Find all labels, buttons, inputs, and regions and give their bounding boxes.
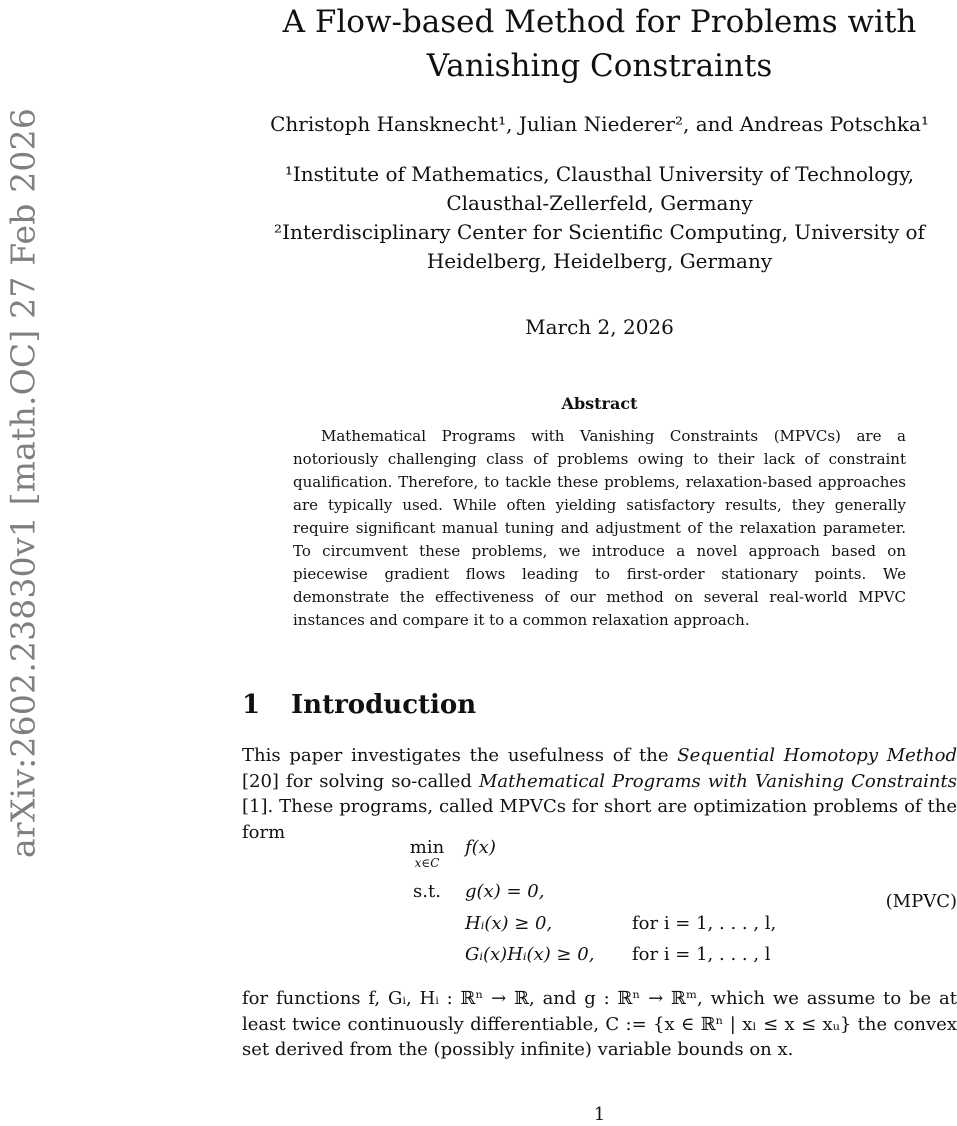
- equation-constraint-row-2: [407, 911, 807, 937]
- affiliations: [242, 160, 957, 276]
- equation-label: (MPVC): [885, 891, 957, 912]
- page-number: 1: [593, 1104, 606, 1125]
- intro-text-1: This paper investigates the usefulness of the: [242, 745, 678, 766]
- min-operator: [407, 835, 447, 869]
- constraint-1: g(x) = 0,: [465, 881, 545, 902]
- section-number: 1: [242, 690, 261, 720]
- paper-page: [242, 0, 957, 1125]
- followup-paragraph: for functions f, Gᵢ, Hᵢ : ℝⁿ → ℝ, and g : ℝⁿ → ℝᵐ, which we assume to be at least twice continuously differentiable, C := {x ∈ ℝⁿ | xₗ ≤ x ≤ xᵤ} the convex set derived from the (possibly infinite) variable bounds on x.: [242, 988, 957, 1060]
- publication-date: March 2, 2026: [525, 315, 674, 339]
- constraint-3-condition: for i = 1, . . . , l: [632, 944, 771, 965]
- intro-text-3: [1]. These programs, called MPVCs for short are optimization problems of the form: [242, 796, 957, 843]
- author-list: Christoph Hansknecht¹, Julian Niederer², and Andreas Potschka¹: [270, 112, 929, 136]
- abstract-text: Mathematical Programs with Vanishing Constraints (MPVCs) are a notoriously challenging class of problems owing to their lack of constraint qualification. Therefore, to tackle these problems, relaxation-based approaches are typically used. While often yielding satisfactory results, they generally require significant manual tuning and adjustment of the relaxation parameter. To circumvent these problems, we introduce a novel approach based on piecewise gradient flows leading to first-order stationary points. We demonstrate the effectiveness of our method on several real-world MPVC instances and compare it to a common relaxation approach.: [293, 427, 906, 629]
- equation-objective-row: [407, 835, 807, 870]
- constraint-2-condition: for i = 1, . . . , l,: [632, 913, 777, 934]
- constraint-2: Hᵢ(x) ≥ 0,: [465, 913, 553, 934]
- constraint-3: Gᵢ(x)Hᵢ(x) ≥ 0,: [465, 944, 595, 965]
- paper-title: A Flow-based Method for Problems with Vanishing Constraints: [282, 4, 917, 84]
- intro-text-2: [20] for solving so-called: [242, 770, 479, 792]
- mpvc-term: Mathematical Programs with Vanishing Constraints: [478, 770, 957, 792]
- affiliation-1: ¹Institute of Mathematics, Clausthal University of Technology, Clausthal-Zellerfeld, Germany: [284, 162, 915, 215]
- mpvc-equation: [407, 835, 957, 970]
- equation-constraint-row-1: [407, 879, 807, 905]
- arxiv-identifier-stamp: [0, 90, 45, 875]
- objective-expression: f(x): [465, 837, 496, 858]
- abstract-body: [293, 425, 906, 632]
- min-subscript: x∈C: [414, 856, 440, 870]
- arxiv-identifier-text: arXiv:2602.23830v1 [math.OC] 27 Feb 2026: [3, 107, 42, 858]
- sequential-homotopy-method-term: Sequential Homotopy Method: [677, 745, 957, 766]
- abstract-heading: Abstract: [561, 394, 638, 413]
- intro-paragraph: [242, 743, 957, 845]
- subject-to-label: s.t.: [413, 881, 441, 902]
- section-title: Introduction: [291, 690, 477, 720]
- min-label: min: [409, 837, 445, 858]
- equation-constraint-row-3: [407, 942, 807, 968]
- affiliation-2: ²Interdisciplinary Center for Scientific Computing, University of Heidelberg, Heidelberg, Germany: [274, 220, 925, 273]
- section-heading-introduction: [242, 687, 476, 723]
